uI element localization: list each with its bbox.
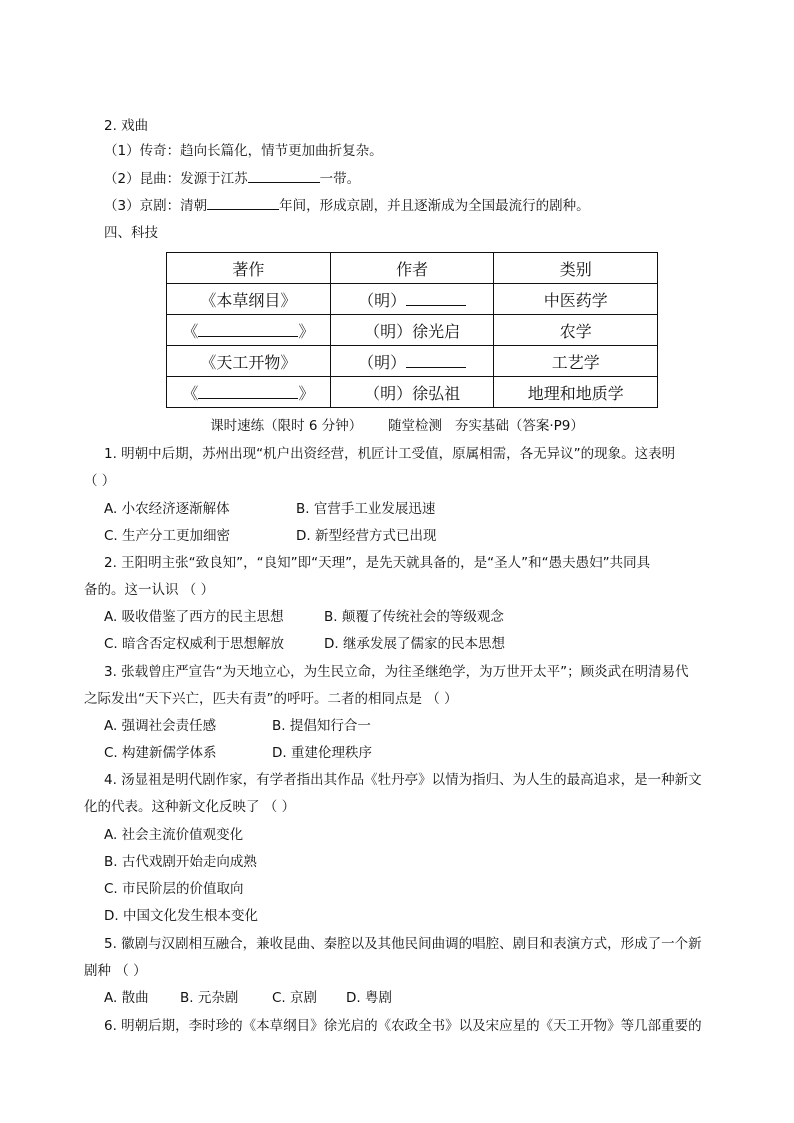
option-b[interactable]: B. 官营手工业发展迅速: [296, 501, 436, 517]
option-c[interactable]: C. 京剧: [272, 990, 318, 1006]
option-a[interactable]: A. 散曲: [104, 990, 149, 1006]
cell-work: 《 》: [167, 377, 331, 408]
option-a[interactable]: A. 社会主流价值观变化: [104, 827, 244, 843]
question-5-line-2: 剧种 （ ）: [84, 963, 147, 979]
question-4-line-2: 化的代表。这种新文化反映了 （ ）: [84, 799, 296, 815]
question-2-line-1: 2. 王阳明主张“致良知”，“良知”即“天理”，是先天就具备的，是“圣人”和“愚夫愚妇”共同具: [104, 555, 651, 571]
section-caption: 课时速练（限时 6 分钟） 随堂检测 夯实基础（答案·P9）: [210, 418, 584, 434]
cell-author: （明）: [330, 346, 494, 377]
option-c[interactable]: C. 生产分工更加细密: [104, 528, 231, 544]
fill-blank[interactable]: [207, 195, 279, 210]
table-row: [167, 346, 658, 377]
drama-heading: 2. 戏曲: [104, 118, 149, 134]
option-b[interactable]: B. 颠覆了传统社会的等级观念: [324, 609, 504, 625]
cell-category: 中医药学: [494, 284, 658, 315]
header-author: 作者: [330, 253, 494, 284]
cell-author: （明）: [330, 284, 494, 315]
question-3-line-1: 3. 张载曾庄严宣告“为天地立心，为生民立命，为往圣继绝学，为万世开太平”；顾炎武在明清易代: [104, 664, 689, 680]
cell-category: 工艺学: [494, 346, 658, 377]
cell-author: （明）徐弘祖: [330, 377, 494, 408]
option-a[interactable]: A. 小农经济逐渐解体: [104, 501, 230, 517]
question-3-line-2: 之际发出“天下兴亡，匹夫有责”的呼吁。二者的相同点是 （ ）: [84, 691, 458, 707]
option-d[interactable]: D. 继承发展了儒家的民本思想: [324, 636, 505, 652]
drama-item-1: （1）传奇：趋向长篇化，情节更加曲折复杂。: [104, 143, 383, 159]
tech-table: [166, 252, 658, 408]
question-4-line-1: 4. 汤显祖是明代剧作家，有学者指出其作品《牡丹亭》以情为指归、为人生的最高追求，是一种新文: [104, 772, 702, 788]
table-header-row: [167, 253, 658, 284]
option-c[interactable]: C. 构建新儒学体系: [104, 745, 217, 761]
option-c[interactable]: C. 市民阶层的价值取向: [104, 881, 244, 897]
option-d[interactable]: D. 中国文化发生根本变化: [104, 908, 258, 924]
drama-item-2: （2）昆曲：发源于江苏 一带。: [104, 168, 360, 189]
cell-author: （明）徐光启: [330, 315, 494, 346]
option-d[interactable]: D. 新型经营方式已出现: [296, 528, 437, 544]
fill-blank[interactable]: [406, 353, 466, 368]
cell-work: 《 》: [167, 315, 331, 346]
option-b[interactable]: B. 提倡知行合一: [272, 718, 371, 734]
option-b[interactable]: B. 元杂剧: [180, 990, 239, 1006]
option-c[interactable]: C. 暗含否定权威利于思想解放: [104, 636, 285, 652]
option-d[interactable]: D. 重建伦理秩序: [272, 745, 372, 761]
cell-category: 地理和地质学: [494, 377, 658, 408]
header-category: 类别: [494, 253, 658, 284]
fill-blank[interactable]: [198, 322, 298, 337]
question-1-line-1: 1. 明朝中后期，苏州出现“机户出资经营，机匠计工受值，原属相需，各无异议”的现象。这表明: [104, 446, 676, 462]
cell-category: 农学: [494, 315, 658, 346]
option-a[interactable]: A. 强调社会责任感: [104, 718, 217, 734]
question-5-line-1: 5. 徽剧与汉剧相互融合，兼收昆曲、秦腔以及其他民间曲调的唱腔、剧目和表演方式，形成了一个新: [104, 936, 702, 952]
cell-work: 《天工开物》: [167, 346, 331, 377]
option-b[interactable]: B. 古代戏剧开始走向成熟: [104, 854, 257, 870]
tech-heading: 四、科技: [104, 225, 158, 241]
fill-blank[interactable]: [406, 291, 466, 306]
cell-work: 《本草纲目》: [167, 284, 331, 315]
drama-item-3: （3）京剧：清朝 年间，形成京剧，并且逐渐成为全国最流行的剧种。: [104, 195, 590, 216]
option-a[interactable]: A. 吸收借鉴了西方的民主思想: [104, 609, 284, 625]
option-d[interactable]: D. 粤剧: [346, 990, 392, 1006]
question-2-line-2: 备的。这一认识 （ ）: [84, 582, 215, 598]
fill-blank[interactable]: [248, 168, 320, 183]
table-row: [167, 315, 658, 346]
fill-blank[interactable]: [198, 384, 298, 399]
table-row: [167, 377, 658, 408]
table-row: [167, 284, 658, 315]
question-6-line-1: 6. 明朝后期，李时珍的《本草纲目》徐光启的《农政全书》以及宋应星的《天工开物》等几部重要的: [104, 1018, 702, 1034]
header-work: 著作: [167, 253, 331, 284]
question-1-line-2: （ ）: [84, 473, 116, 489]
